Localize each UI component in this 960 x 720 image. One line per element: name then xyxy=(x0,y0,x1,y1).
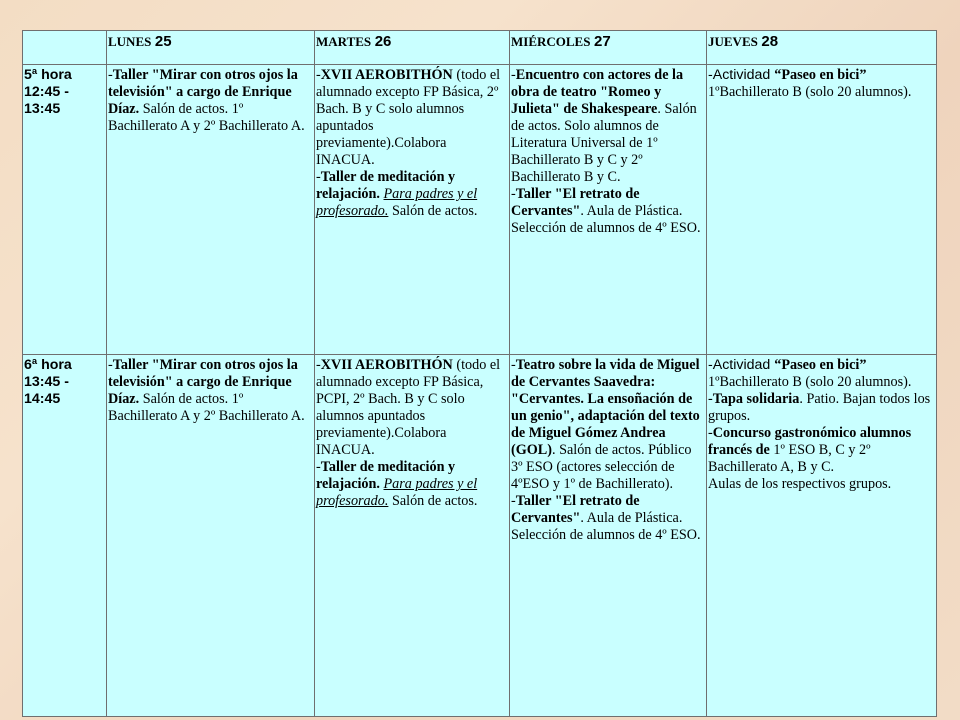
day-name: JUEVES xyxy=(708,34,758,49)
activity-text: - xyxy=(511,493,516,509)
activity-text: Teatro sobre la vida de Miguel de Cervantes Saavedra: "Cervantes. La ensoñación de un genio", adaptación del texto de Miguel Gómez Andrea (GOL) xyxy=(511,357,700,458)
activity-text: Salón de actos. 1º Bachillerato A y 2º Bachillerato A. xyxy=(108,391,305,424)
header-day-lunes xyxy=(107,31,315,65)
activity-text: - xyxy=(316,459,321,475)
day-number: 28 xyxy=(761,33,779,50)
activity-item xyxy=(316,169,507,220)
activity-text: - xyxy=(511,186,516,202)
activity-text: - xyxy=(511,357,516,373)
activity-text: . Aula de Plástica. Selección de alumnos de 4º ESO. xyxy=(511,510,701,543)
activity-text: (todo el alumnado excepto FP Básica, 2º Bach. B y C solo alumnos apuntados previamente).Colabora INACUA. xyxy=(316,67,501,168)
activity-cell xyxy=(510,355,707,717)
activity-item xyxy=(511,357,704,493)
activity-text: Aulas de los respectivos grupos. xyxy=(708,476,892,492)
activity-cell xyxy=(107,65,315,355)
corner-cell xyxy=(23,31,107,65)
activity-item xyxy=(708,425,934,476)
day-number: 26 xyxy=(374,33,392,50)
activity-cell xyxy=(107,355,315,717)
table-row xyxy=(23,65,937,355)
activity-text: Taller "El retrato de Cervantes" xyxy=(511,186,640,219)
activity-text: Salón de actos. xyxy=(388,203,478,219)
hora-end: 14:45 xyxy=(24,391,61,407)
activity-text: XVII AEROBITHÓN xyxy=(320,67,453,83)
activity-text: - xyxy=(108,67,113,83)
activity-item xyxy=(316,357,507,459)
activity-text: Para padres y el profesorado. xyxy=(316,476,478,509)
header-day-jueves xyxy=(707,31,937,65)
header-day-martes xyxy=(315,31,510,65)
table-row xyxy=(23,355,937,717)
hora-label: 5ª hora xyxy=(24,67,72,83)
activity-text: - xyxy=(511,67,516,83)
activity-text: 1º ESO B, C y 2º Bachillerato A, B y C. xyxy=(708,442,871,475)
hora-label: 6ª hora xyxy=(24,357,72,373)
activity-item xyxy=(708,476,934,493)
activity-text: -Actividad xyxy=(708,67,775,83)
header-row xyxy=(23,31,937,65)
day-number: 25 xyxy=(154,33,172,50)
activity-item xyxy=(708,357,934,391)
hora-start: 12:45 - xyxy=(24,84,69,100)
activity-item xyxy=(511,493,704,544)
activity-cell xyxy=(510,65,707,355)
activity-cell xyxy=(315,65,510,355)
activity-text: 1ºBachillerato B (solo 20 alumnos). xyxy=(708,374,912,390)
header-day-miercoles xyxy=(510,31,707,65)
activity-text: Taller "Mirar con otros ojos la televisión" a cargo de Enrique Díaz. xyxy=(108,67,298,117)
activity-text: -Actividad xyxy=(708,357,775,373)
activity-text: . Patio. Bajan todos los grupos. xyxy=(708,391,931,424)
hora-cell xyxy=(23,355,107,717)
activity-text: Para padres y el profesorado. xyxy=(316,186,478,219)
activity-text: . Aula de Plástica. Selección de alumnos de 4º ESO. xyxy=(511,203,701,236)
activity-cell xyxy=(315,355,510,717)
activity-text: Encuentro con actores de la obra de teatro "Romeo y Julieta" de Shakespeare xyxy=(511,67,684,117)
activity-text: - xyxy=(708,425,713,441)
activity-item xyxy=(708,391,934,425)
hora-end: 13:45 xyxy=(24,101,61,117)
activity-text: - xyxy=(108,357,113,373)
day-name: MARTES xyxy=(316,34,372,49)
day-number: 27 xyxy=(594,33,611,50)
activity-cell xyxy=(707,355,937,717)
activity-text: XVII AEROBITHÓN xyxy=(320,357,453,373)
activity-item xyxy=(108,357,312,425)
activity-item xyxy=(316,67,507,169)
activity-text: - xyxy=(316,169,321,185)
activity-text: - xyxy=(316,357,321,373)
activity-item xyxy=(316,459,507,510)
activity-text: . Salón de actos. Solo alumnos de Literatura Universal de 1º Bachillerato B y C y 2º Bachillerato B y C. xyxy=(511,101,697,185)
activity-text: Tapa solidaria xyxy=(712,391,800,407)
day-name: MIÉRCOLES xyxy=(511,34,591,49)
activity-text: 1ºBachillerato B (solo 20 alumnos). xyxy=(708,84,912,100)
activity-text: Taller "El retrato de Cervantes" xyxy=(511,493,640,526)
activity-text: Salón de actos. 1º Bachillerato A y 2º Bachillerato A. xyxy=(108,101,305,134)
activity-text: Concurso gastronómico alumnos francés de xyxy=(708,425,912,458)
schedule-table xyxy=(22,30,937,717)
activity-text: - xyxy=(708,391,713,407)
day-name: LUNES xyxy=(108,34,152,49)
activity-item xyxy=(108,67,312,135)
activity-text: “Paseo en bici” xyxy=(774,357,867,373)
activity-text: - xyxy=(316,67,321,83)
activity-item xyxy=(708,67,934,101)
activity-cell xyxy=(707,65,937,355)
activity-text: “Paseo en bici” xyxy=(774,67,867,83)
activity-text: Taller de meditación y relajación. xyxy=(316,169,456,202)
activity-text: . Salón de actos. Público 3º ESO (actores selección de 4ºESO y 1º de Bachillerato). xyxy=(511,442,692,492)
activity-text: (todo el alumnado excepto FP Básica, PCPI, 2º Bach. B y C solo alumnos apuntados previamente).Colabora INACUA. xyxy=(316,357,501,458)
activity-text: Taller de meditación y relajación. xyxy=(316,459,456,492)
activity-text: Taller "Mirar con otros ojos la televisión" a cargo de Enrique Díaz. xyxy=(108,357,298,407)
activity-item xyxy=(511,67,704,186)
hora-cell xyxy=(23,65,107,355)
activity-item xyxy=(511,186,704,237)
hora-start: 13:45 - xyxy=(24,374,69,390)
activity-text: Salón de actos. xyxy=(388,493,478,509)
